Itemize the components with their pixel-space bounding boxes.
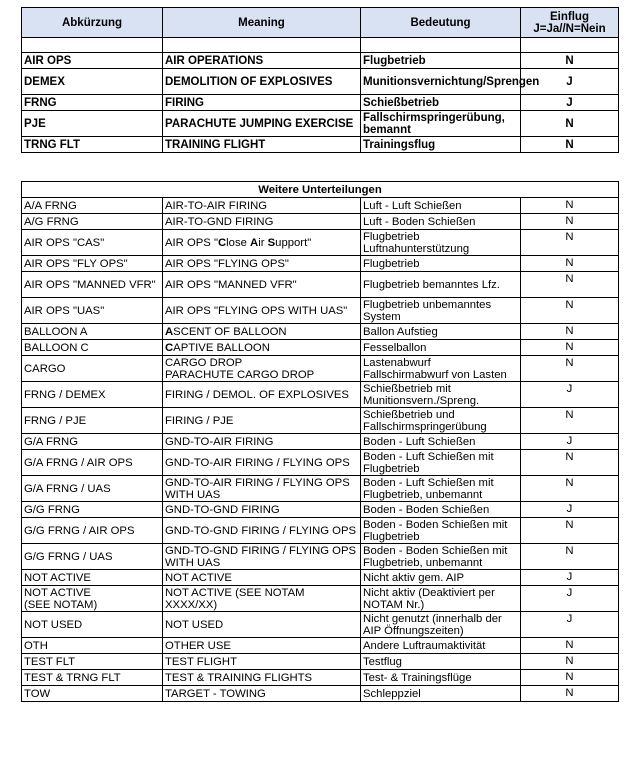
meaning-cell: AIR OPS "FLYING OPS" [163, 256, 361, 272]
main-row [22, 95, 619, 111]
subdivision-row [22, 382, 619, 408]
abbreviation-cell: G/A FRNG / AIR OPS [22, 450, 163, 476]
meaning-cell: FIRING / DEMOL. OF EXPLOSIVES [163, 382, 361, 408]
subdivision-title: Weitere Unterteilungen [22, 182, 619, 198]
main-row [22, 137, 619, 153]
meaning-cell: TEST FLIGHT [163, 654, 361, 670]
bedeutung-cell: Luft - Boden Schießen [361, 214, 521, 230]
meaning-cell: NOT USED [163, 612, 361, 638]
meaning-cell: GND-TO-GND FIRING / FLYING OPS [163, 518, 361, 544]
abbreviation-cell: TOW [22, 686, 163, 702]
meaning-cell: DEMOLITION OF EXPLOSIVES [163, 69, 361, 95]
abbreviation-cell: G/G FRNG / UAS [22, 544, 163, 570]
meaning-cell: TEST & TRAINING FLIGHTS [163, 670, 361, 686]
bedeutung-cell: Boden - Boden Schießen mit Flugbetrieb, unbemannt [361, 544, 521, 570]
main-abbreviation-table [21, 7, 619, 153]
abbreviation-cell: FRNG [22, 95, 163, 111]
abbreviation-cell: AIR OPS [22, 53, 163, 69]
einflug-cell: N [521, 256, 619, 272]
einflug-cell: N [521, 638, 619, 654]
einflug-cell: J [521, 95, 619, 111]
subdivision-row [22, 298, 619, 324]
einflug-cell: J [521, 586, 619, 612]
einflug-cell: N [521, 198, 619, 214]
subdivision-table [21, 181, 619, 702]
meaning-cell: TARGET - TOWING [163, 686, 361, 702]
meaning-cell: NOT ACTIVE (SEE NOTAM XXXX/XX) [163, 586, 361, 612]
header-einflug-label: Einflug [550, 10, 589, 23]
meaning-cell: NOT ACTIVE [163, 570, 361, 586]
einflug-cell: N [521, 450, 619, 476]
subdivision-row [22, 502, 619, 518]
bedeutung-cell: Schleppziel [361, 686, 521, 702]
meaning-cell: FIRING / PJE [163, 408, 361, 434]
einflug-cell: N [521, 214, 619, 230]
abbreviation-cell: TEST & TRNG FLT [22, 670, 163, 686]
einflug-cell: N [521, 476, 619, 502]
subdivision-row [22, 214, 619, 230]
abbreviation-cell: TRNG FLT [22, 137, 163, 153]
abbreviation-cell: FRNG / DEMEX [22, 382, 163, 408]
bedeutung-cell: Nicht genutzt (innerhalb der AIP Öffnungszeiten) [361, 612, 521, 638]
einflug-cell: N [521, 324, 619, 340]
meaning-cell: GND-TO-AIR FIRING [163, 434, 361, 450]
einflug-cell: J [521, 434, 619, 450]
subdivision-row [22, 686, 619, 702]
meaning-cell: FIRING [163, 95, 361, 111]
spacer-row [22, 38, 619, 53]
subdivision-title-row [22, 182, 619, 198]
meaning-cell: OTHER USE [163, 638, 361, 654]
abbreviation-cell: G/A FRNG [22, 434, 163, 450]
meaning-cell: AIR OPS "Close Air Support" [163, 230, 361, 256]
einflug-cell: N [521, 298, 619, 324]
abbreviation-cell: AIR OPS "MANNED VFR" [22, 272, 163, 298]
meaning-cell: PARACHUTE JUMPING EXERCISE [163, 111, 361, 137]
abbreviation-cell: G/G FRNG / AIR OPS [22, 518, 163, 544]
header-row [22, 8, 619, 38]
main-row [22, 111, 619, 137]
abbreviation-cell: NOT ACTIVE [22, 570, 163, 586]
abbreviation-cell: NOT USED [22, 612, 163, 638]
subdivision-row [22, 324, 619, 340]
abbreviation-cell: CARGO [22, 356, 163, 382]
einflug-cell: J [521, 382, 619, 408]
abbreviation-cell: G/A FRNG / UAS [22, 476, 163, 502]
meaning-cell: CARGO DROP PARACHUTE CARGO DROP [163, 356, 361, 382]
bedeutung-cell: Flugbetrieb bemanntes Lfz. [361, 272, 521, 298]
einflug-cell: J [521, 502, 619, 518]
bedeutung-cell: Flugbetrieb unbemanntes System [361, 298, 521, 324]
einflug-cell: N [521, 111, 619, 137]
bedeutung-cell: Schießbetrieb mit Munitionsvern./Spreng. [361, 382, 521, 408]
bedeutung-cell: Boden - Boden Schießen [361, 502, 521, 518]
abbreviation-cell: A/A FRNG [22, 198, 163, 214]
bedeutung-cell: Fallschirmspringerübung, bemannt [361, 111, 521, 137]
subdivision-row [22, 570, 619, 586]
bedeutung-cell: Schießbetrieb [361, 95, 521, 111]
subdivision-row [22, 434, 619, 450]
header-bedeutung: Bedeutung [361, 8, 521, 38]
subdivision-row [22, 230, 619, 256]
bedeutung-cell: Fesselballon [361, 340, 521, 356]
einflug-cell: N [521, 670, 619, 686]
header-meaning: Meaning [163, 8, 361, 38]
bedeutung-cell: Flugbetrieb Luftnahunterstützung [361, 230, 521, 256]
einflug-cell: N [521, 686, 619, 702]
meaning-cell: AIR OPERATIONS [163, 53, 361, 69]
subdivision-row [22, 670, 619, 686]
meaning-cell: TRAINING FLIGHT [163, 137, 361, 153]
subdivision-row [22, 356, 619, 382]
subdivision-row [22, 476, 619, 502]
subdivision-row [22, 408, 619, 434]
bedeutung-cell: Nicht aktiv (Deaktiviert per NOTAM Nr.) [361, 586, 521, 612]
meaning-cell: AIR OPS "FLYING OPS WITH UAS" [163, 298, 361, 324]
abbreviation-cell: BALLOON A [22, 324, 163, 340]
einflug-cell: J [521, 570, 619, 586]
bedeutung-cell: Munitionsvernichtung/Sprengen [361, 69, 521, 95]
header-einflug [521, 8, 619, 38]
subdivision-row [22, 450, 619, 476]
subdivision-row [22, 654, 619, 670]
abbreviation-cell: A/G FRNG [22, 214, 163, 230]
bedeutung-cell: Nicht aktiv gem. AIP [361, 570, 521, 586]
abbreviation-cell: G/G FRNG [22, 502, 163, 518]
abbreviation-cell: DEMEX [22, 69, 163, 95]
subdivision-row [22, 586, 619, 612]
abbreviation-cell: NOT ACTIVE (SEE NOTAM) [22, 586, 163, 612]
einflug-cell: N [521, 544, 619, 570]
bedeutung-cell: Lastenabwurf Fallschirmabwurf von Lasten [361, 356, 521, 382]
meaning-cell: AIR-TO-GND FIRING [163, 214, 361, 230]
einflug-cell: N [521, 53, 619, 69]
einflug-cell: N [521, 137, 619, 153]
abbreviation-cell: AIR OPS "UAS" [22, 298, 163, 324]
bedeutung-cell: Testflug [361, 654, 521, 670]
einflug-cell: N [521, 356, 619, 382]
abbreviation-cell: AIR OPS "CAS" [22, 230, 163, 256]
abbreviation-cell: TEST FLT [22, 654, 163, 670]
bedeutung-cell: Andere Luftraumaktivität [361, 638, 521, 654]
bedeutung-cell: Flugbetrieb [361, 256, 521, 272]
subdivision-row [22, 518, 619, 544]
einflug-cell: N [521, 272, 619, 298]
bedeutung-cell: Luft - Luft Schießen [361, 198, 521, 214]
abbreviation-cell: FRNG / PJE [22, 408, 163, 434]
subdivision-row [22, 340, 619, 356]
einflug-cell: N [521, 230, 619, 256]
meaning-cell: GND-TO-AIR FIRING / FLYING OPS [163, 450, 361, 476]
einflug-cell: N [521, 408, 619, 434]
bedeutung-cell: Schießbetrieb und Fallschirmspringerübung [361, 408, 521, 434]
meaning-cell: AIR-TO-AIR FIRING [163, 198, 361, 214]
meaning-cell: AIR OPS "MANNED VFR" [163, 272, 361, 298]
meaning-cell: ASCENT OF BALLOON [163, 324, 361, 340]
bedeutung-cell: Boden - Luft Schießen mit Flugbetrieb [361, 450, 521, 476]
header-einflug-legend: J=Ja//N=Nein [533, 22, 606, 35]
einflug-cell: N [521, 654, 619, 670]
subdivision-row [22, 638, 619, 654]
meaning-cell: CAPTIVE BALLOON [163, 340, 361, 356]
subdivision-row [22, 198, 619, 214]
subdivision-row [22, 544, 619, 570]
abbreviation-cell: AIR OPS "FLY OPS" [22, 256, 163, 272]
main-row [22, 69, 619, 95]
bedeutung-cell: Flugbetrieb [361, 53, 521, 69]
header-abkuerzung: Abkürzung [22, 8, 163, 38]
abbreviation-cell: PJE [22, 111, 163, 137]
bedeutung-cell: Test- & Trainingsflüge [361, 670, 521, 686]
einflug-cell: N [521, 340, 619, 356]
einflug-cell: N [521, 518, 619, 544]
bedeutung-cell: Ballon Aufstieg [361, 324, 521, 340]
bedeutung-cell: Boden - Luft Schießen [361, 434, 521, 450]
meaning-cell: GND-TO-AIR FIRING / FLYING OPS WITH UAS [163, 476, 361, 502]
main-row [22, 53, 619, 69]
subdivision-row [22, 256, 619, 272]
bedeutung-cell: Boden - Luft Schießen mit Flugbetrieb, unbemannt [361, 476, 521, 502]
meaning-cell: GND-TO-GND FIRING / FLYING OPS WITH UAS [163, 544, 361, 570]
meaning-cell: GND-TO-GND FIRING [163, 502, 361, 518]
einflug-cell: J [521, 612, 619, 638]
subdivision-row [22, 612, 619, 638]
bedeutung-cell: Trainingsflug [361, 137, 521, 153]
einflug-cell: J [521, 69, 619, 95]
abbreviation-cell: BALLOON C [22, 340, 163, 356]
abbreviation-cell: OTH [22, 638, 163, 654]
subdivision-row [22, 272, 619, 298]
bedeutung-cell: Boden - Boden Schießen mit Flugbetrieb [361, 518, 521, 544]
